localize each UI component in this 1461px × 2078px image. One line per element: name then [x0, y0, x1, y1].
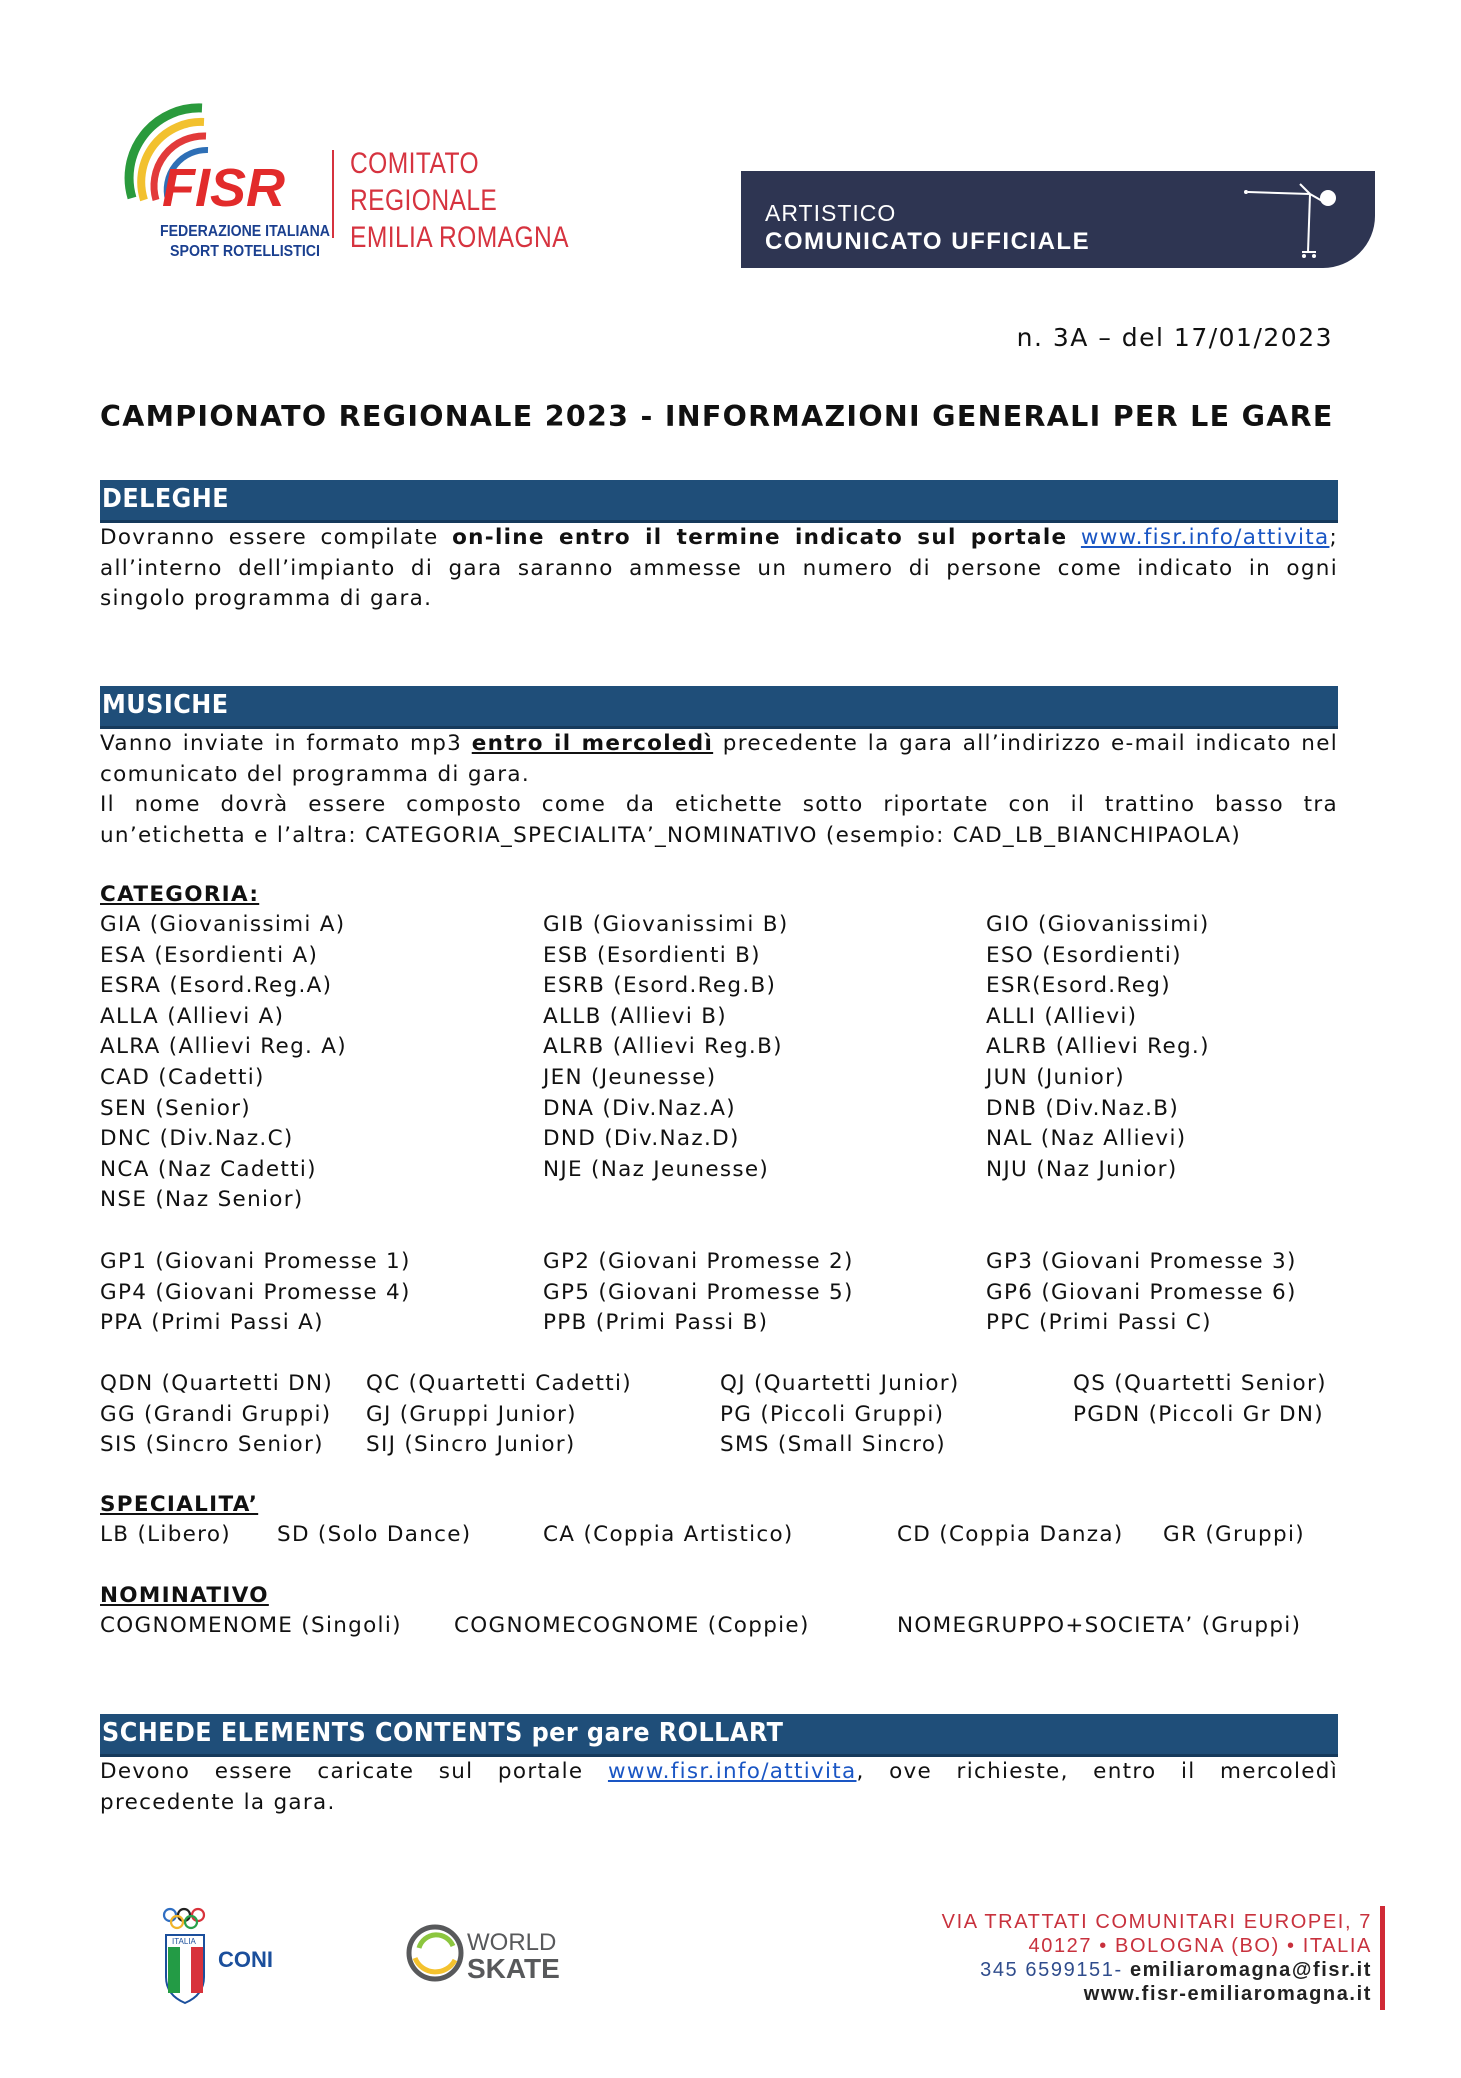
categoria-item: ALLI (Allievi): [986, 1003, 1138, 1029]
musiche-line-3: Il nome dovrà essere composto come da etichette sotto riportate con il trattino basso tra: [100, 792, 1338, 818]
fisr-logo-text: FISR: [162, 158, 286, 218]
categoria-item: NSE (Naz Senior): [100, 1187, 304, 1213]
categoria-gruppi-item: SMS (Small Sincro): [720, 1432, 946, 1458]
categoria-item: ESO (Esordienti): [986, 942, 1182, 968]
section-musiche: [100, 686, 1338, 729]
musiche-text: [100, 729, 1338, 851]
categoria-gp-grid: [0, 1247, 1461, 1342]
categoria-item: ALRA (Allievi Reg. A): [100, 1034, 347, 1060]
banner-artistico: ARTISTICO: [765, 200, 897, 226]
schede-line-2: precedente la gara.: [100, 1789, 336, 1815]
categoria-item: GIO (Giovanissimi): [986, 912, 1210, 937]
musiche-text-a: Vanno inviate in formato mp3: [100, 731, 463, 756]
categoria-item: ALRB (Allievi Reg.B): [543, 1034, 783, 1060]
coni-logo: [160, 1907, 290, 2007]
categoria-gruppi-item: PGDN (Piccoli Gr DN): [1073, 1401, 1324, 1427]
categoria-gp-item: GP5 (Giovani Promesse 5): [543, 1279, 854, 1305]
categoria-gp-item: GP3 (Giovani Promesse 3): [986, 1249, 1297, 1274]
categoria-gp-item: GP6 (Giovani Promesse 6): [986, 1279, 1297, 1305]
specialita-heading: SPECIALITA’: [100, 1492, 259, 1517]
deleghe-text: [100, 523, 1338, 615]
nominativo-list: [0, 1611, 1461, 1643]
schede-text: [100, 1757, 1338, 1818]
address-phone: 345 6599151-: [980, 1959, 1123, 1981]
section-musiche-title: MUSICHE: [102, 690, 229, 720]
categoria-item: ESRB (Esord.Reg.B): [543, 973, 777, 999]
categoria-item: ESA (Esordienti A): [100, 942, 319, 968]
categoria-item: NAL (Naz Allievi): [986, 1126, 1187, 1152]
categoria-gruppi-item: SIS (Sincro Senior): [100, 1432, 324, 1458]
deleghe-text-c: ;: [1329, 525, 1338, 550]
categoria-item: DNC (Div.Naz.C): [100, 1126, 294, 1152]
musiche-line-2: comunicato del programma di gara.: [100, 761, 530, 787]
nominativo-item: COGNOMECOGNOME (Coppie): [454, 1613, 810, 1638]
schede-text-c: , ove richieste, entro il mercoledì: [856, 1759, 1338, 1784]
address-street: VIA TRATTATI COMUNITARI EUROPEI, 7: [941, 1911, 1372, 1933]
specialita-item: GR (Gruppi): [1163, 1522, 1305, 1547]
categoria-item: DNA (Div.Naz.A): [543, 1095, 736, 1121]
fisr-logo: [112, 88, 334, 263]
logo-divider: [332, 150, 334, 238]
categoria-gruppi-item: QC (Quartetti Cadetti): [366, 1371, 632, 1396]
categoria-item: ESRA (Esord.Reg.A): [100, 973, 333, 999]
musiche-text-bold: entro il mercoledì: [471, 731, 714, 756]
section-deleghe: [100, 480, 1338, 523]
footer-address: [942, 1910, 1372, 2006]
categoria-gp-item: GP2 (Giovani Promesse 2): [543, 1249, 854, 1274]
categoria-gp-item: PPB (Primi Passi B): [543, 1310, 769, 1336]
address-website[interactable]: www.fisr-emiliaromagna.it: [1083, 1983, 1372, 2005]
coni-text: CONI: [218, 1947, 273, 1972]
categoria-grid: [0, 910, 1461, 1220]
world-skate-line1: WORLD: [467, 1929, 557, 1956]
comitato-regionale-label: [350, 145, 569, 256]
nominativo-heading: NOMINATIVO: [100, 1583, 269, 1608]
deleghe-text-bold: on-line entro il termine indicato sul portale: [452, 525, 1068, 550]
specialita-item: LB (Libero): [100, 1522, 231, 1547]
section-schede-title: SCHEDE ELEMENTS CONTENTS per gare ROLLART: [102, 1718, 784, 1748]
deleghe-line-2: all’interno dell’impianto di gara saranno ammesse un numero di persone come indicato in ogni: [100, 555, 1338, 581]
categoria-gruppi-item: QJ (Quartetti Junior): [720, 1371, 960, 1396]
categoria-item: ESB (Esordienti B): [543, 942, 761, 968]
categoria-gp-item: GP4 (Giovani Promesse 4): [100, 1279, 411, 1305]
categoria-gruppi-grid: [0, 1369, 1461, 1464]
categoria-item: SEN (Senior): [100, 1095, 251, 1121]
categoria-item: ALLA (Allievi A): [100, 1003, 285, 1029]
categoria-item: GIB (Giovanissimi B): [543, 912, 789, 937]
world-skate-line2: SKATE: [467, 1953, 560, 1984]
specialita-list: [0, 1520, 1461, 1552]
comitato-line-1: COMITATO: [350, 147, 480, 180]
musiche-line-4: un’etichetta e l’altra: CATEGORIA_SPECIALITA’_NOMINATIVO (esempio: CAD_LB_BIANCHIPAOLA): [100, 822, 1242, 848]
coni-italia-text: ITALIA: [172, 1937, 196, 1946]
categoria-item: CAD (Cadetti): [100, 1065, 265, 1090]
specialita-item: CD (Coppia Danza): [897, 1522, 1124, 1547]
fisr-attivita-link[interactable]: www.fisr.info/attivita: [1080, 525, 1330, 550]
page-title: CAMPIONATO REGIONALE 2023 - INFORMAZIONI GENERALI PER LE GARE: [100, 400, 1334, 433]
categoria-gp-item: PPC (Primi Passi C): [986, 1310, 1212, 1336]
schede-text-a: Devono essere caricate sul portale: [100, 1759, 584, 1784]
categoria-item: ESR(Esord.Reg): [986, 973, 1171, 999]
categoria-item: ALRB (Allievi Reg.): [986, 1034, 1210, 1060]
nominativo-item: NOMEGRUPPO+SOCIETA’ (Gruppi): [897, 1613, 1302, 1638]
categoria-gruppi-item: GJ (Gruppi Junior): [366, 1401, 577, 1427]
comitato-line-2: REGIONALE: [350, 184, 498, 217]
categoria-item: JEN (Jeunesse): [543, 1065, 717, 1090]
categoria-gruppi-item: SIJ (Sincro Junior): [366, 1432, 576, 1458]
address-accent-bar: [1380, 1906, 1385, 2010]
categoria-item: GIA (Giovanissimi A): [100, 912, 346, 937]
specialita-item: CA (Coppia Artistico): [543, 1522, 794, 1547]
categoria-item: DND (Div.Naz.D): [543, 1126, 740, 1152]
deleghe-text-a: Dovranno essere compilate: [100, 525, 439, 550]
address-email[interactable]: emiliaromagna@fisr.it: [1129, 1959, 1372, 1981]
categoria-item: JUN (Junior): [986, 1065, 1125, 1090]
categoria-item: NJU (Naz Junior): [986, 1156, 1178, 1182]
categoria-gruppi-item: QS (Quartetti Senior): [1073, 1371, 1327, 1396]
categoria-item: DNB (Div.Naz.B): [986, 1095, 1180, 1121]
categoria-item: NCA (Naz Cadetti): [100, 1156, 317, 1182]
fisr-logo-sub2: SPORT ROTELLISTICI: [170, 243, 320, 260]
fisr-attivita-link-2[interactable]: www.fisr.info/attivita: [607, 1759, 857, 1784]
categoria-heading: CATEGORIA:: [100, 882, 260, 907]
skater-icon: [1240, 172, 1350, 262]
categoria-gruppi-item: PG (Piccoli Gruppi): [720, 1401, 945, 1427]
section-schede: [100, 1714, 1338, 1757]
section-deleghe-title: DELEGHE: [102, 484, 230, 514]
address-city: 40127 • BOLOGNA (BO) • ITALIA: [1028, 1935, 1372, 1957]
specialita-item: SD (Solo Dance): [277, 1522, 472, 1547]
categoria-item: ALLB (Allievi B): [543, 1003, 727, 1029]
banner-comunicato: COMUNICATO UFFICIALE: [765, 228, 1091, 255]
fisr-logo-sub1: FEDERAZIONE ITALIANA: [160, 223, 330, 240]
comunicato-number: n. 3A – del 17/01/2023: [1016, 323, 1333, 352]
world-skate-logo: [405, 1918, 595, 1988]
comitato-line-3: EMILIA ROMAGNA: [350, 221, 569, 254]
musiche-text-c: precedente la gara all’indirizzo e-mail indicato nel: [722, 731, 1338, 756]
categoria-gp-item: GP1 (Giovani Promesse 1): [100, 1249, 411, 1274]
categoria-item: NJE (Naz Jeunesse): [543, 1156, 770, 1182]
categoria-gruppi-item: GG (Grandi Gruppi): [100, 1401, 332, 1427]
categoria-gp-item: PPA (Primi Passi A): [100, 1310, 324, 1336]
categoria-gruppi-item: QDN (Quartetti DN): [100, 1371, 334, 1396]
deleghe-line-3: singolo programma di gara.: [100, 586, 433, 612]
nominativo-item: COGNOMENOME (Singoli): [100, 1613, 402, 1638]
